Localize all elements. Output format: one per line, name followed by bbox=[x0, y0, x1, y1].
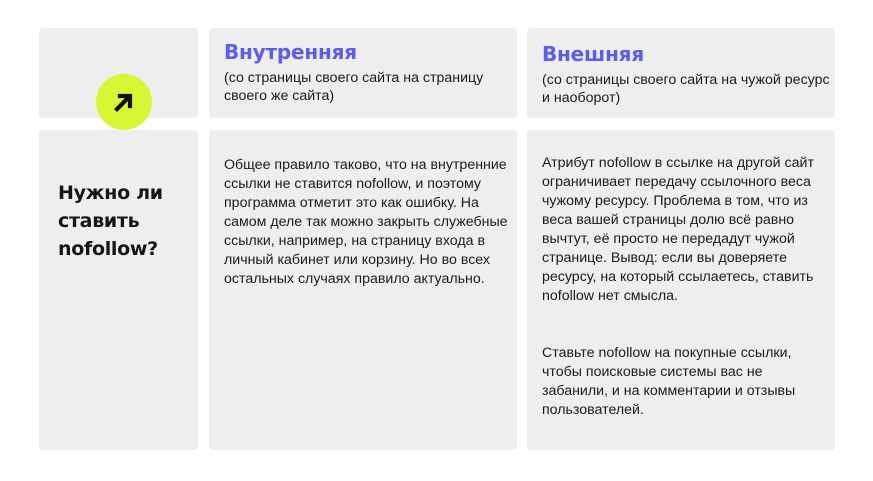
internal-answer-text: Общее правило таково, что на внутренние ссылки не ставится nofollow, и поэтому программа отметит это как ошибку. На самом деле так можно закрыть служебные ссылки, например, на страницу входа в личный кабинет или корзину. Но во всех остальных случаях правило актуально. bbox=[224, 157, 508, 287]
internal-answer-cell bbox=[209, 130, 517, 450]
arrow-up-right-icon bbox=[110, 88, 138, 116]
external-answer-cell bbox=[527, 130, 835, 450]
question-cell bbox=[39, 130, 198, 450]
external-answer-paragraph-2: Ставьте nofollow на покупные ссылки, чтобы поисковые системы вас не забанили, и на комментарии и отзывы пользователей. bbox=[542, 345, 796, 418]
row-question: Нужно ли ставить nofollow? bbox=[58, 182, 163, 260]
logo bbox=[96, 74, 152, 130]
external-column-header bbox=[527, 28, 835, 118]
internal-column-header bbox=[209, 28, 517, 118]
external-title: Внешняя bbox=[542, 42, 644, 66]
logo-card bbox=[39, 28, 198, 118]
external-subtitle: (со страницы своего сайта на чужой ресурс и наоборот) bbox=[542, 72, 830, 106]
external-answer-paragraph-1: Атрибут nofollow в ссылке на другой сайт ограничивает передачу ссылочного веса чужому ресурсу. Проблема в том, что из веса вашей страницы долю всё равно вычтут, её просто не передадут чужой странице. Вывод: если вы доверяете ресурсу, на который ссылаетесь, ставить nofollow нет смысла. bbox=[542, 155, 814, 304]
internal-title: Внутренняя bbox=[224, 40, 357, 64]
internal-subtitle: (со страницы своего сайта на страницу своего же сайта) bbox=[224, 70, 484, 104]
